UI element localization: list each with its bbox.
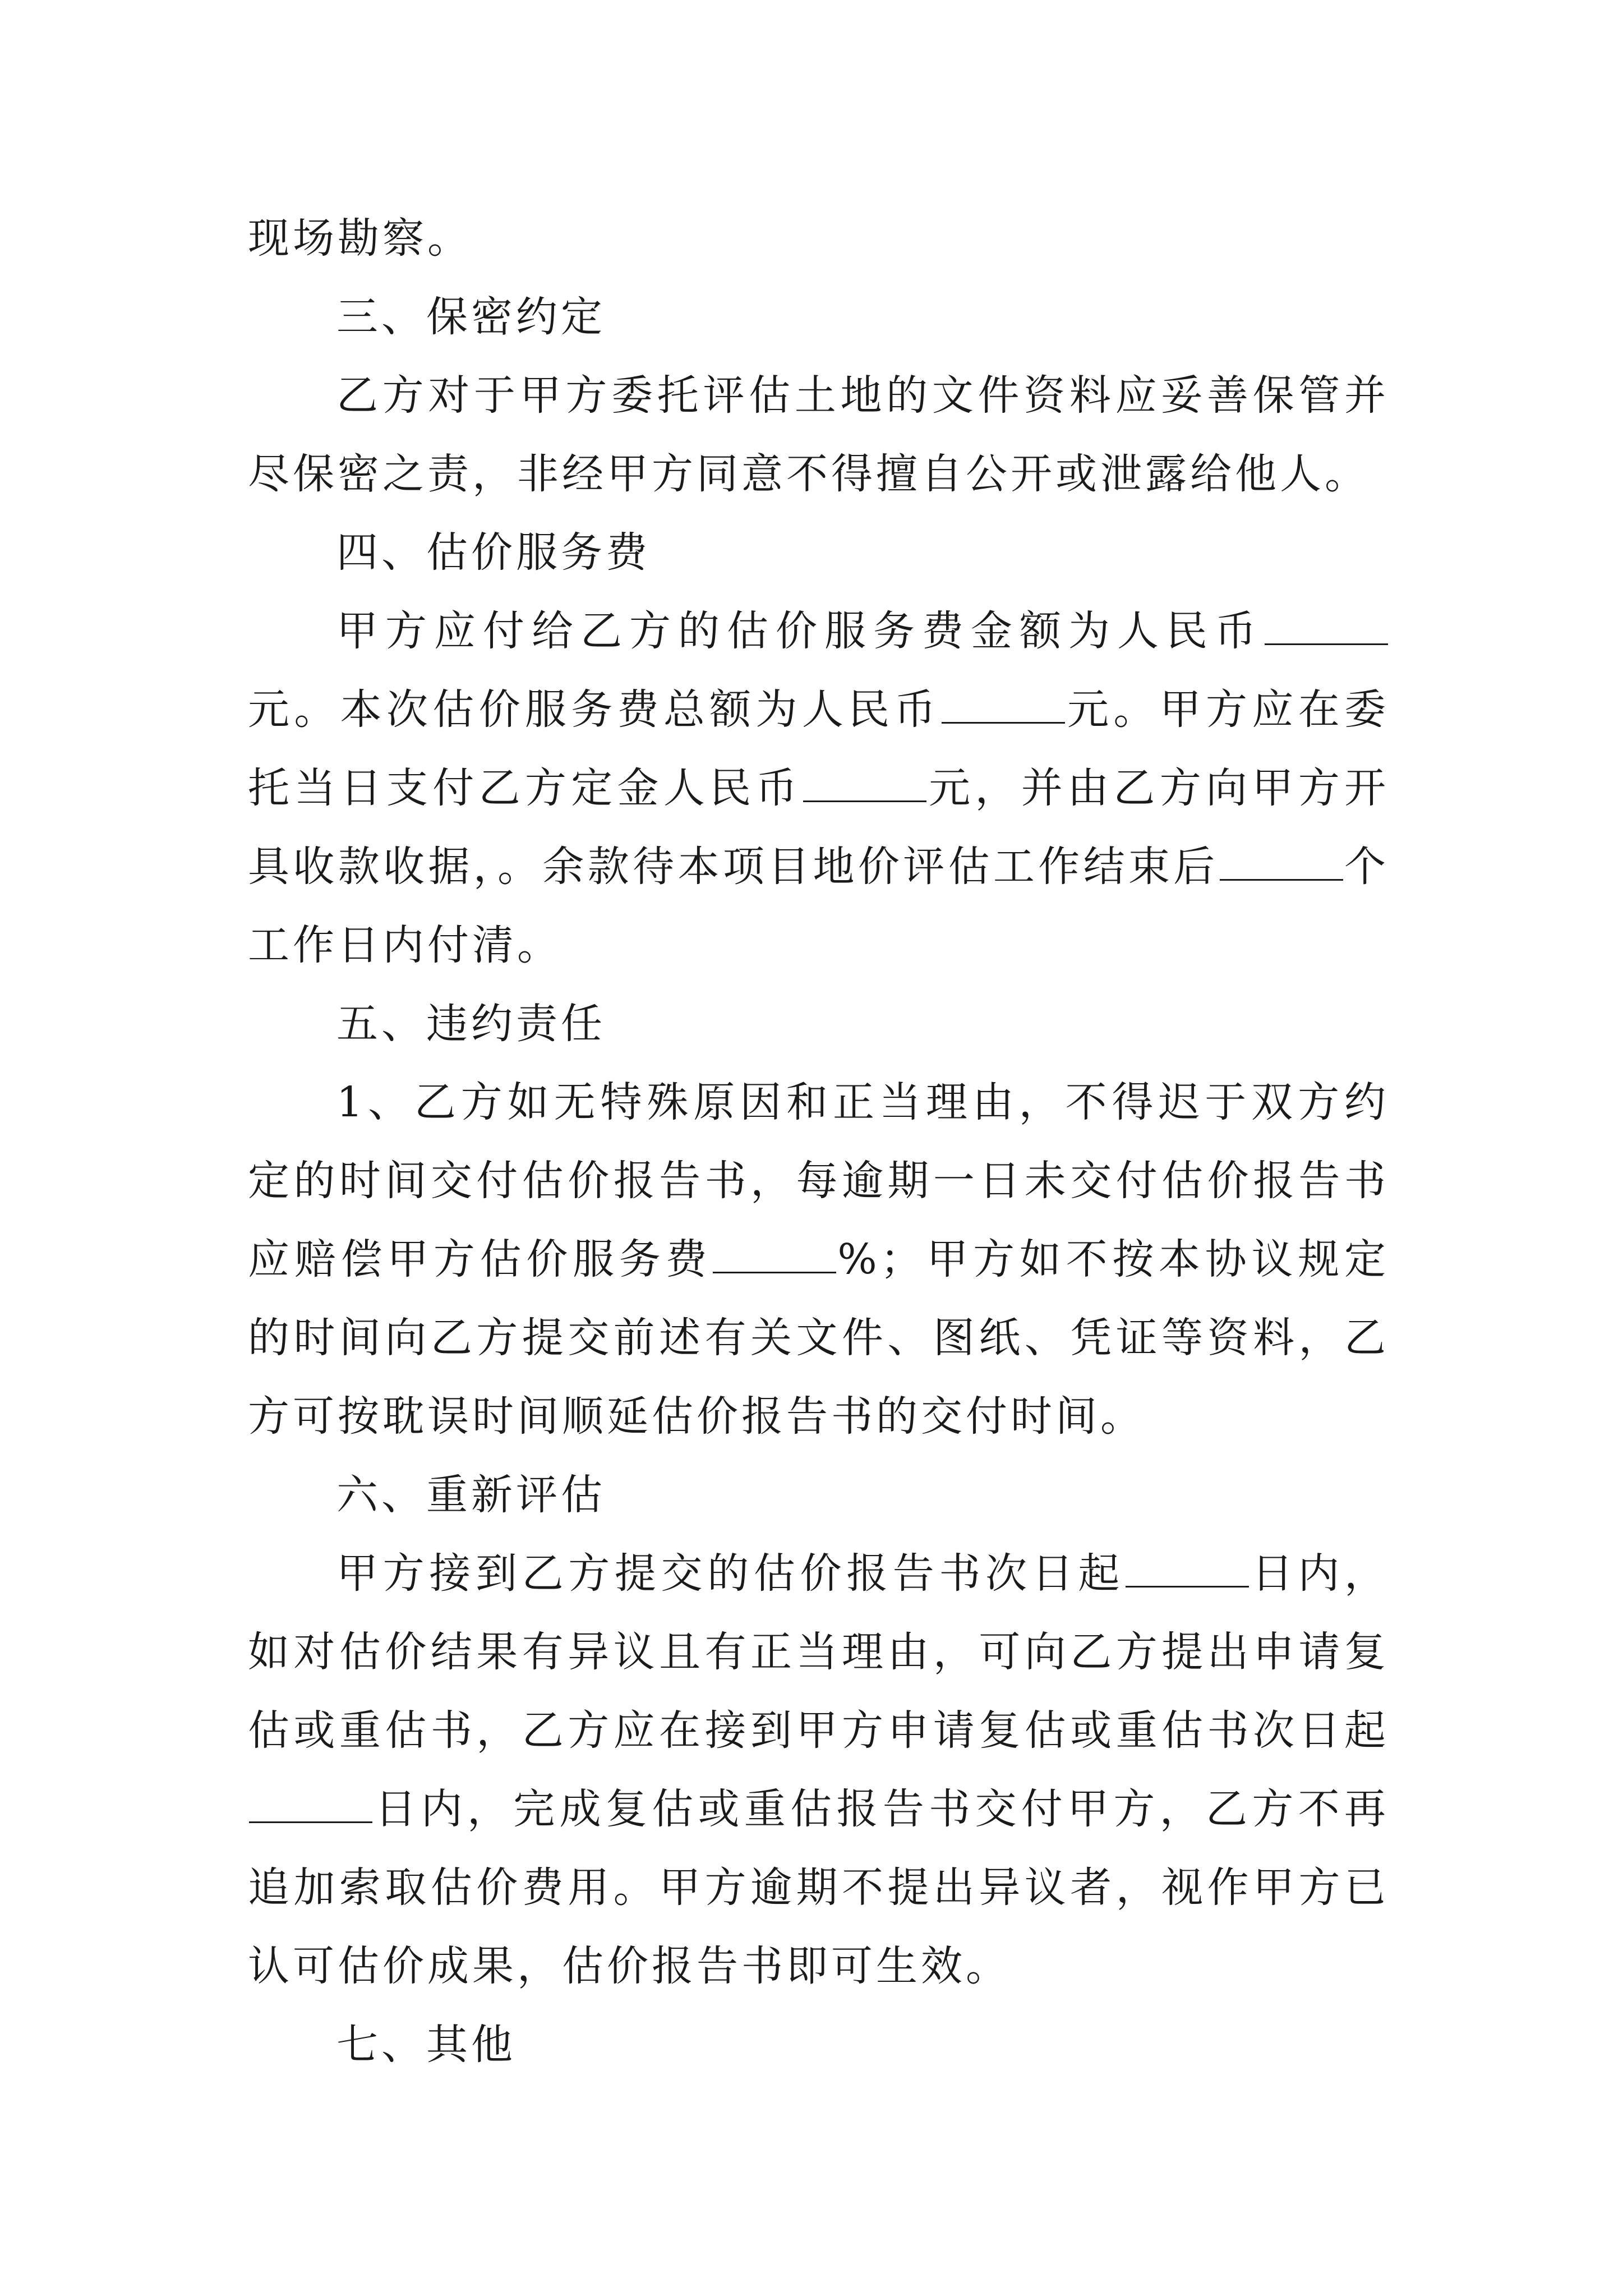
fee-text-3: 元。甲方应在委托当日支付乙方定金人民币 — [248, 685, 1390, 812]
reassess-text-2: 日内，如对估价结果有异议且有正当理由，可向乙方提出申请复估或重估书，乙方应在接到甲方申请复估或重估书次日起 — [248, 1549, 1390, 1755]
breach-text-1: 1、乙方如无特殊原因和正当理由，不得迟于双方约定的时间交付估价报告书，每逾期一日未交付估价报告书应赔偿甲方估价服务费 — [248, 1078, 1389, 1283]
heading-confidentiality: 三、保密约定 — [336, 293, 606, 341]
breach-text-2: %；甲方如不按本协议规定的时间向乙方提交前述有关文件、图纸、凭证等资料，乙方可按耽误时间顺延估价报告书的交付时间。 — [248, 1235, 1389, 1441]
paragraph-confidentiality: 乙方对于甲方委托评估土地的文件资料应妥善保管并尽保密之责，非经甲方同意不得擅自公开或泄露给他人。 — [248, 371, 1389, 498]
objection-days-blank[interactable] — [1126, 1551, 1249, 1588]
fee-text-2: 元。本次估价服务费总额为人民币 — [248, 685, 940, 734]
paragraph-breach-liability — [248, 1063, 1389, 1456]
reassess-text-3: 日内，完成复估或重估报告书交付甲方，乙方不再追加索取估价费用。甲方逾期不提出异议者，视作甲方已认可估价成果，估价报告书即可生效。 — [248, 1785, 1389, 1990]
penalty-percent-blank[interactable] — [713, 1237, 836, 1273]
fee-text-4: 元，并由乙方向甲方开具收款收据，。余款待本项目地价评估工作结束后 — [248, 764, 1390, 891]
reassess-text-1: 甲方接到乙方提交的估价报告书次日起 — [336, 1549, 1125, 1598]
heading-reassessment: 六、重新评估 — [336, 1471, 606, 1519]
document-body — [248, 199, 1389, 2084]
heading-service-fee: 四、估价服务费 — [336, 528, 651, 577]
paragraph-service-fee — [248, 592, 1389, 984]
fee-text-5: 个工作日内付清。 — [248, 843, 1390, 969]
payment-days-blank[interactable] — [1220, 844, 1343, 881]
fee-text-1: 甲方应付给乙方的估价服务费金额为人民币 — [336, 607, 1264, 655]
deposit-amount-blank[interactable] — [803, 766, 926, 802]
heading-other: 七、其他 — [336, 2021, 516, 2069]
fee-amount-blank[interactable] — [1265, 609, 1388, 645]
heading-breach-liability: 五、违约责任 — [336, 1000, 606, 1048]
reassess-days-blank[interactable] — [249, 1787, 372, 1823]
paragraph-site-survey-end: 现场勘察。 — [248, 214, 472, 263]
paragraph-reassessment — [248, 1534, 1389, 2005]
fee-total-blank[interactable] — [942, 687, 1065, 724]
